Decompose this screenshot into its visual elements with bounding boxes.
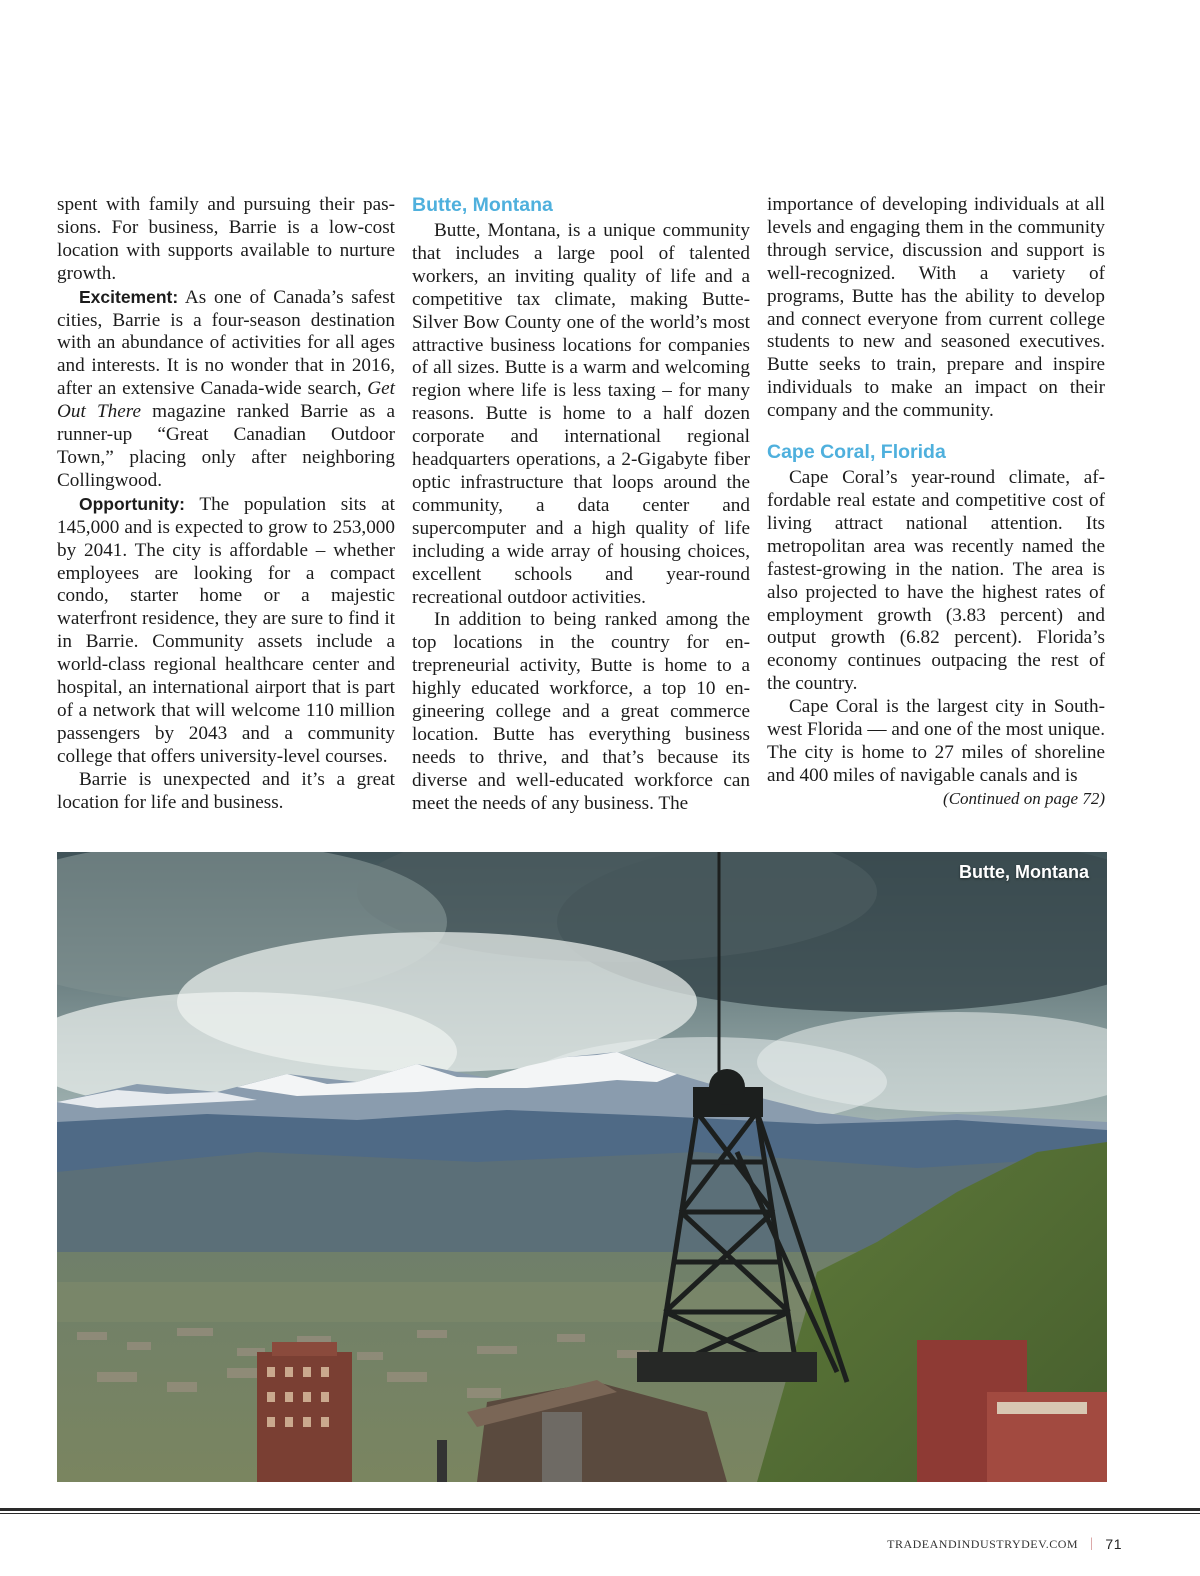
butte-photo — [57, 852, 1107, 1482]
paragraph: importance of developing individuals at all levels and engaging them in the community through service, discussion and support is well-recognized. With a variety of programs, Butte has the ability to develop and connect everyone from current college students to new and seasoned executives. Butte seeks to train, prepare and inspire individuals to make an impact on their company and the community. — [767, 194, 1105, 422]
run-in-heading: Excitement: — [79, 286, 179, 307]
photo-caption: Butte, Montana — [959, 862, 1089, 882]
paragraph-text: The population sits at 145,000 and is expected to grow to 253,000 by 2041. The city is affordable – whether employees are looking for a compact condo, starter home or a majestic waterfront residence, they are sure to find it in Barrie. Community assets include a world-class regional healthcare center and hospital, an international airport that is part of a network that will welcome 110 million passengers by 2043 and a community college that offers university-level courses. — [57, 493, 395, 767]
landscape-illustration — [57, 852, 1107, 1482]
paragraph-text: magazine ranked Barrie as a runner-up “Great Canadian Outdoor Town,” placing only after neighboring Collingwood. — [57, 401, 395, 491]
article-column-1 — [57, 194, 395, 814]
footer-rule — [0, 1508, 1200, 1511]
paragraph: Butte, Montana, is a unique community that includes a large pool of talented workers, an inviting quality of life and a competitive tax climate, making Butte-Silver Bow County one of the world’s most attractive business locations for companies of all sizes. Butte is a warm and welcoming region where life is less taxing – for many reasons. Butte is home to a half dozen corporate and international regional headquarters operations, a 2-Gigabyte fiber optic infrastructure that loops around the community, a data center and supercomputer and a high quality of life including a wide array of housing choices, excellent schools and year-round recreational outdoor activities. — [412, 220, 750, 608]
footer-rule-thin — [0, 1513, 1200, 1514]
paragraph — [57, 493, 395, 769]
paragraph-text: As one of Canada’s safest cities, Barrie is a four-season destination with an abundance of activities for all ages and interests. It is no wonder that in 2016, after an extensive Canada-wide search, — [57, 286, 395, 400]
page-footer — [887, 1536, 1122, 1552]
paragraph — [767, 696, 1105, 808]
paragraph: Cape Coral’s year-round climate, affordable real estate and competitive cost of living attract national attention. Its metropolitan area was recently named the fastest-growing in the nation. The area is also projected to have the highest rates of employment growth (3.83 percent) and output growth (6.82 percent). Florida’s economy continues outpacing the rest of the country. — [767, 467, 1105, 695]
run-in-heading: Opportunity: — [79, 493, 185, 514]
section-heading: Cape Coral, Florida — [767, 441, 946, 464]
paragraph: In addition to being ranked among the top locations in the country for entrepreneurial activity, Butte is home to a highly educated workforce, a top 10 engineering college and a great commerce location. Butte has everything business needs to thrive, and that’s because its diverse and well-educated workforce can meet the needs of any business. The — [412, 609, 750, 814]
paragraph-text: Cape Coral is the largest city in Southwest Florida — and one of the most unique. The city is home to 27 miles of shoreline and 400 miles of navigable canals and is — [767, 696, 1105, 786]
paragraph — [57, 286, 395, 493]
footer-separator: | — [1090, 1536, 1094, 1551]
magazine-title: Get Out There — [57, 378, 395, 423]
article-column-2 — [412, 194, 750, 816]
paragraph: Barrie is unexpected and it’s a great location for life and business. — [57, 768, 395, 813]
page-number: 71 — [1105, 1536, 1122, 1552]
section-heading: Butte, Montana — [412, 194, 553, 216]
article-column-3 — [767, 194, 1105, 811]
continued-note: (Continued on page 72) — [943, 788, 1105, 808]
website-link[interactable]: TRADEANDINDUSTRYDEV.COM — [887, 1536, 1079, 1551]
paragraph: spent with family and pursuing their passions. For business, Barrie is a low-cost location with supports available to nurture growth. — [57, 194, 395, 284]
